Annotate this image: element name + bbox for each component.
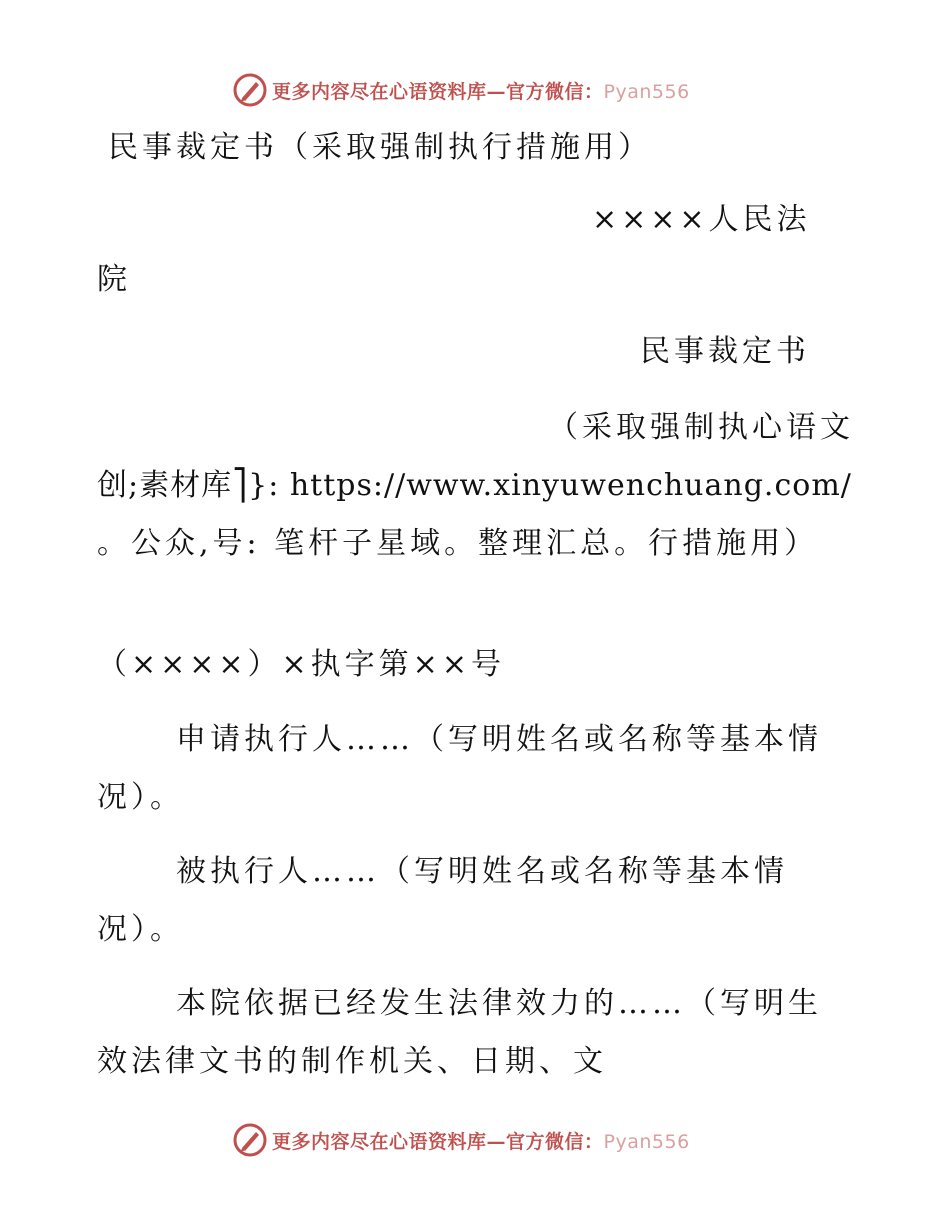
document-title: 民事裁定书 — [640, 334, 810, 369]
subtitle-line3: 。公众,号: 笔杆子星域。整理汇总。行措施用） — [97, 526, 819, 561]
applicant-line1: 申请执行人……（写明姓名或名称等基本情 — [176, 722, 822, 757]
subtitle-line2: 创;素材库⎤}: https://www.xinyuwenchuang.com/ — [97, 468, 852, 503]
respondent-line1: 被执行人……（写明姓名或名称等基本情 — [176, 854, 788, 889]
respondent-line2: 况）。 — [97, 912, 184, 947]
pen-logo-icon — [232, 1122, 268, 1158]
watermark-wechat-id: Pyan556 — [603, 1130, 690, 1153]
court-name-line1: ××××人民法 — [592, 202, 811, 237]
court-name-line2: 院 — [97, 262, 131, 297]
footer-watermark — [232, 1120, 712, 1160]
watermark-text: 更多内容尽在心语资料库—官方微信：Pyan556 — [272, 1130, 690, 1153]
applicant-line2: 况）。 — [97, 780, 184, 815]
subtitle-line1: （采取强制执心语文 — [548, 410, 854, 445]
document-heading: 民事裁定书（采取强制执行措施用） — [108, 130, 652, 165]
basis-line1: 本院依据已经发生法律效力的……（写明生 — [176, 986, 822, 1021]
basis-line2: 效法律文书的制作机关、日期、文 — [97, 1044, 607, 1079]
case-number: （××××）×执字第××号 — [97, 647, 505, 682]
watermark-text: 更多内容尽在心语资料库—官方微信：Pyan556 — [272, 80, 690, 103]
header-watermark — [232, 70, 712, 110]
watermark-wechat-id: Pyan556 — [603, 80, 690, 103]
pen-logo-icon — [232, 72, 268, 108]
